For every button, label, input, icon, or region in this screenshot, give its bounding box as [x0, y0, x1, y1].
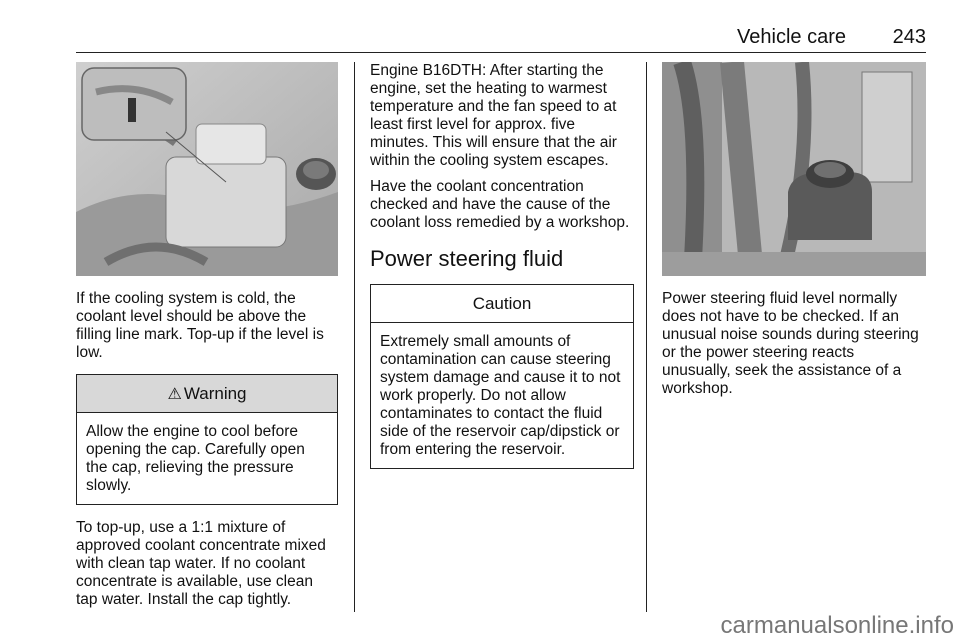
page-header — [76, 22, 926, 53]
coolant-cold-text: If the cooling system is cold, the coolant level should be above the filling line mark. Top-up if the level is low. — [76, 290, 324, 361]
top-up-text: To top-up, use a 1:1 mixture of approved coolant concentrate mixed with clean tap water. If no coolant concentrate is available, use clean tap water. Install the cap tightly. — [76, 519, 326, 608]
page-number: 243 — [892, 26, 926, 48]
column-divider — [646, 62, 647, 612]
column-divider — [354, 62, 355, 612]
caution-title: Caution — [371, 285, 633, 323]
section-heading: Power steering fluid — [370, 246, 564, 271]
watermark: carmanualsonline.info — [720, 612, 954, 639]
caution-body: Extremely small amounts of contamination can cause steering system damage and cause it to not work properly. Do not allow contaminates to contact the fluid side of the reservoir cap/dipstick or from entering the reservoir. — [380, 333, 621, 458]
caution-box — [370, 284, 634, 469]
engine-b16dth-text: Engine B16DTH: After starting the engine, set the heating to warmest temperature and the fan speed to at least first level for approx. five minutes. This will ensure that the air within the cooling system escapes. — [370, 62, 617, 169]
section-title: Vehicle care — [737, 26, 846, 48]
warning-triangle-icon: ⚠ — [167, 386, 182, 403]
warning-title — [77, 375, 337, 413]
column-middle — [370, 62, 634, 612]
power-steering-level-text: Power steering fluid level normally does not have to be checked. If an unusual noise sounds during steering or the power steering reacts unusually, seek the assistance of a workshop. — [662, 290, 919, 397]
coolant-reservoir-photo — [76, 62, 338, 276]
warning-title-text: Warning — [183, 384, 247, 403]
power-steering-reservoir-photo — [662, 62, 926, 276]
column-left — [76, 62, 338, 612]
column-right — [662, 62, 926, 612]
warning-box — [76, 374, 338, 505]
warning-body: Allow the engine to cool before opening the cap. Carefully open the cap, relieving the pressure slowly. — [86, 423, 305, 494]
coolant-concentration-text: Have the coolant concentration checked and have the cause of the coolant loss remedied by a workshop. — [370, 178, 630, 231]
